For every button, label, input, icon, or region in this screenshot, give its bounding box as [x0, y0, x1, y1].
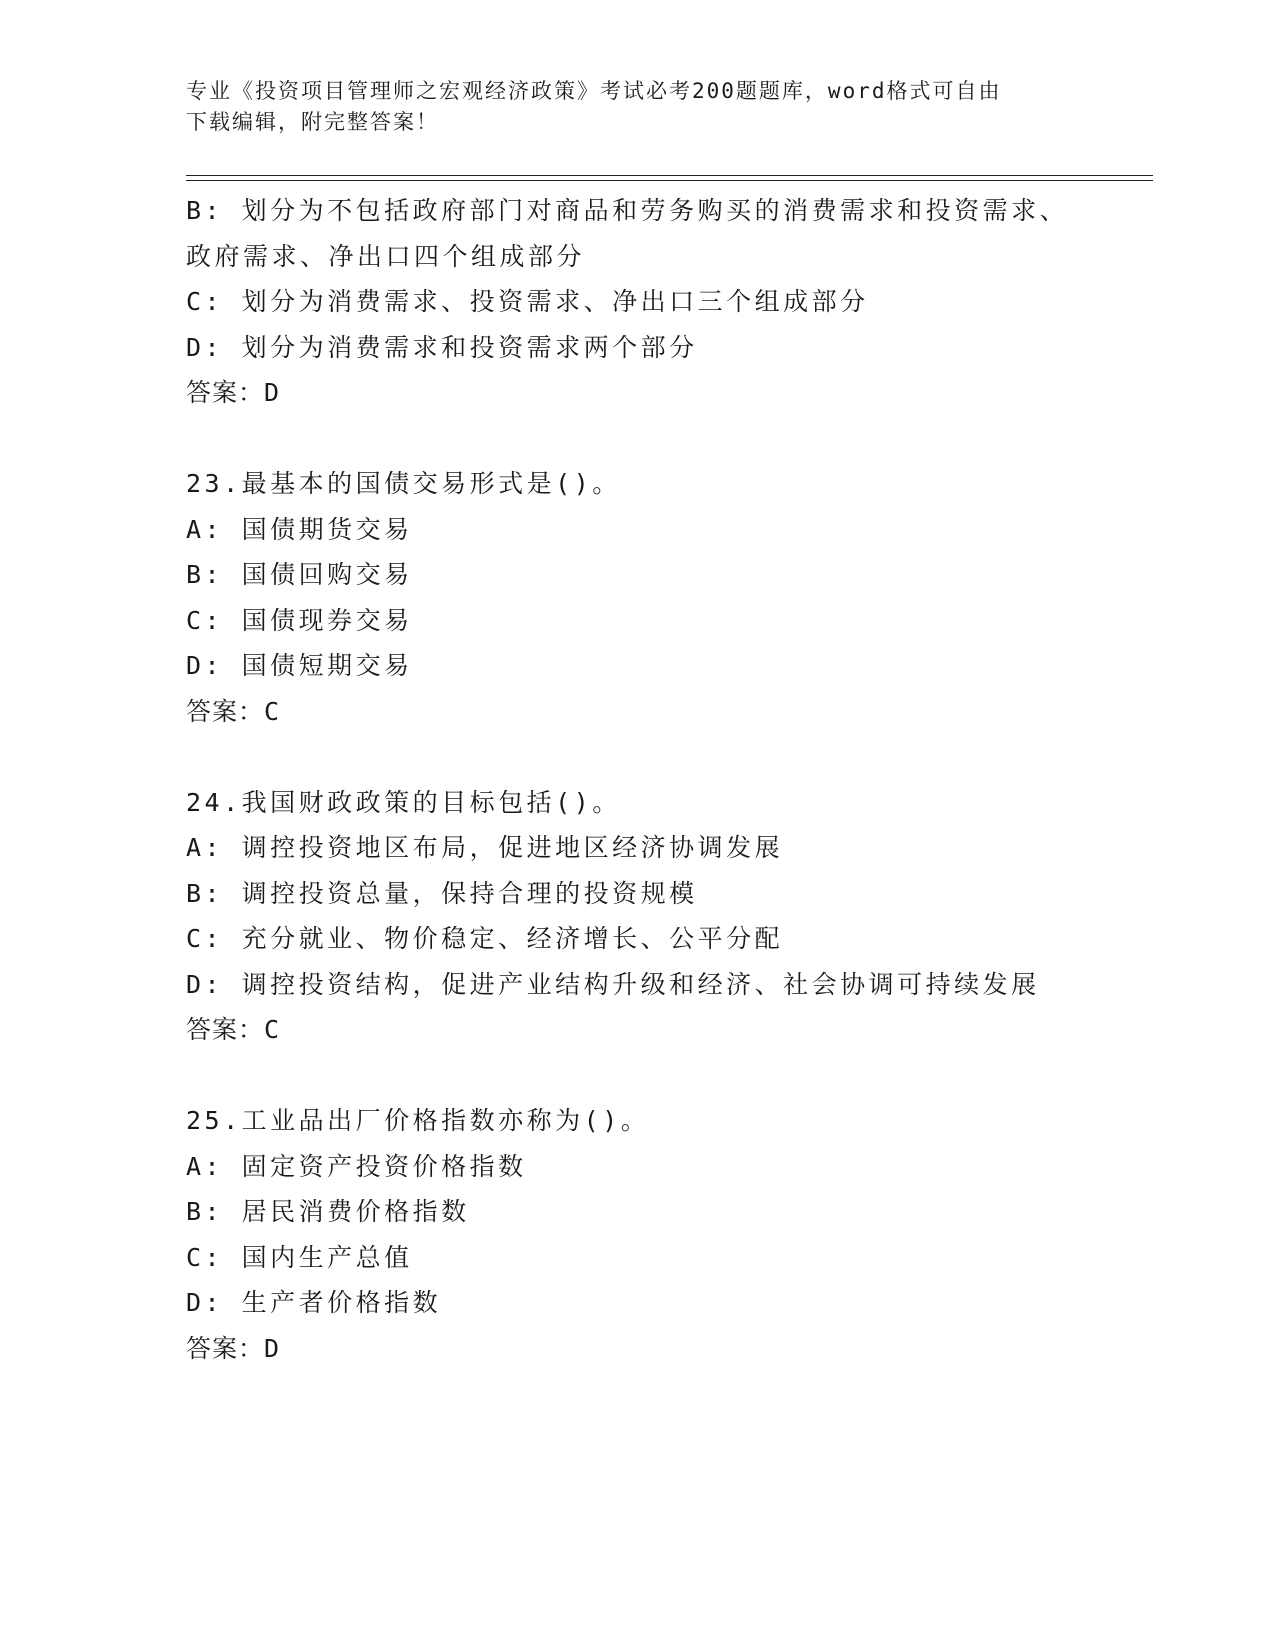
header-divider-bottom [186, 180, 1153, 181]
option-d: D: 生产者价格指数 [186, 1288, 442, 1317]
header-title-line-1: 专业《投资项目管理师之宏观经济政策》考试必考200题题库，word格式可自由 [186, 79, 1002, 103]
question-24 [186, 780, 1146, 1053]
option-b-line-1: B: 划分为不包括政府部门对商品和劳务购买的消费需求和投资需求、 [186, 196, 1069, 225]
question-list [186, 188, 1146, 1371]
answer [186, 370, 1146, 416]
option-a: A: 固定资产投资价格指数 [186, 1151, 527, 1181]
answer-value: D [264, 378, 282, 407]
option-d: D: 国债短期交易 [186, 651, 413, 680]
answer-value: C [264, 696, 282, 726]
question-25 [186, 1098, 1146, 1371]
answer-label: 答案： [186, 1333, 265, 1363]
answer-label: 答案： [186, 696, 265, 726]
question-stem: 25.工业品出厂价格指数亦称为()。 [186, 1106, 650, 1135]
option-c: C: 划分为消费需求、投资需求、净出口三个组成部分 [186, 287, 869, 316]
option-c: C: 国内生产总值 [186, 1242, 413, 1272]
question-22-continuation [186, 188, 1146, 416]
spacer [186, 734, 1146, 780]
option-b: B: 调控投资总量，保持合理的投资规模 [186, 878, 698, 908]
question-stem: 23.最基本的国债交易形式是()。 [186, 469, 621, 498]
answer [186, 1007, 1146, 1053]
question-stem: 24.我国财政政策的目标包括()。 [186, 787, 621, 817]
answer-label: 答案： [186, 378, 265, 407]
option-d: D: 调控投资结构，促进产业结构升级和经济、社会协调可持续发展 [186, 969, 1040, 999]
document-header [186, 76, 1086, 138]
option-b: B: 居民消费价格指数 [186, 1197, 470, 1226]
option-a: A: 调控投资地区布局，促进地区经济协调发展 [186, 833, 784, 862]
option-a: A: 国债期货交易 [186, 514, 413, 544]
option-b-line-2: 政府需求、净出口四个组成部分 [186, 241, 586, 271]
option-b: B: 国债回购交易 [186, 560, 413, 589]
option-c: C: 国债现券交易 [186, 605, 413, 635]
question-23 [186, 461, 1146, 734]
option-d: D: 划分为消费需求和投资需求两个部分 [186, 332, 698, 362]
spacer [186, 1053, 1146, 1099]
option-c: C: 充分就业、物价稳定、经济增长、公平分配 [186, 924, 784, 953]
header-divider-top [186, 175, 1153, 176]
answer-value: C [264, 1015, 282, 1044]
answer-value: D [264, 1333, 282, 1363]
answer [186, 689, 1146, 735]
header-title-line-2: 下载编辑，附完整答案！ [186, 110, 439, 134]
spacer [186, 416, 1146, 462]
answer [186, 1326, 1146, 1372]
answer-label: 答案： [186, 1015, 265, 1044]
